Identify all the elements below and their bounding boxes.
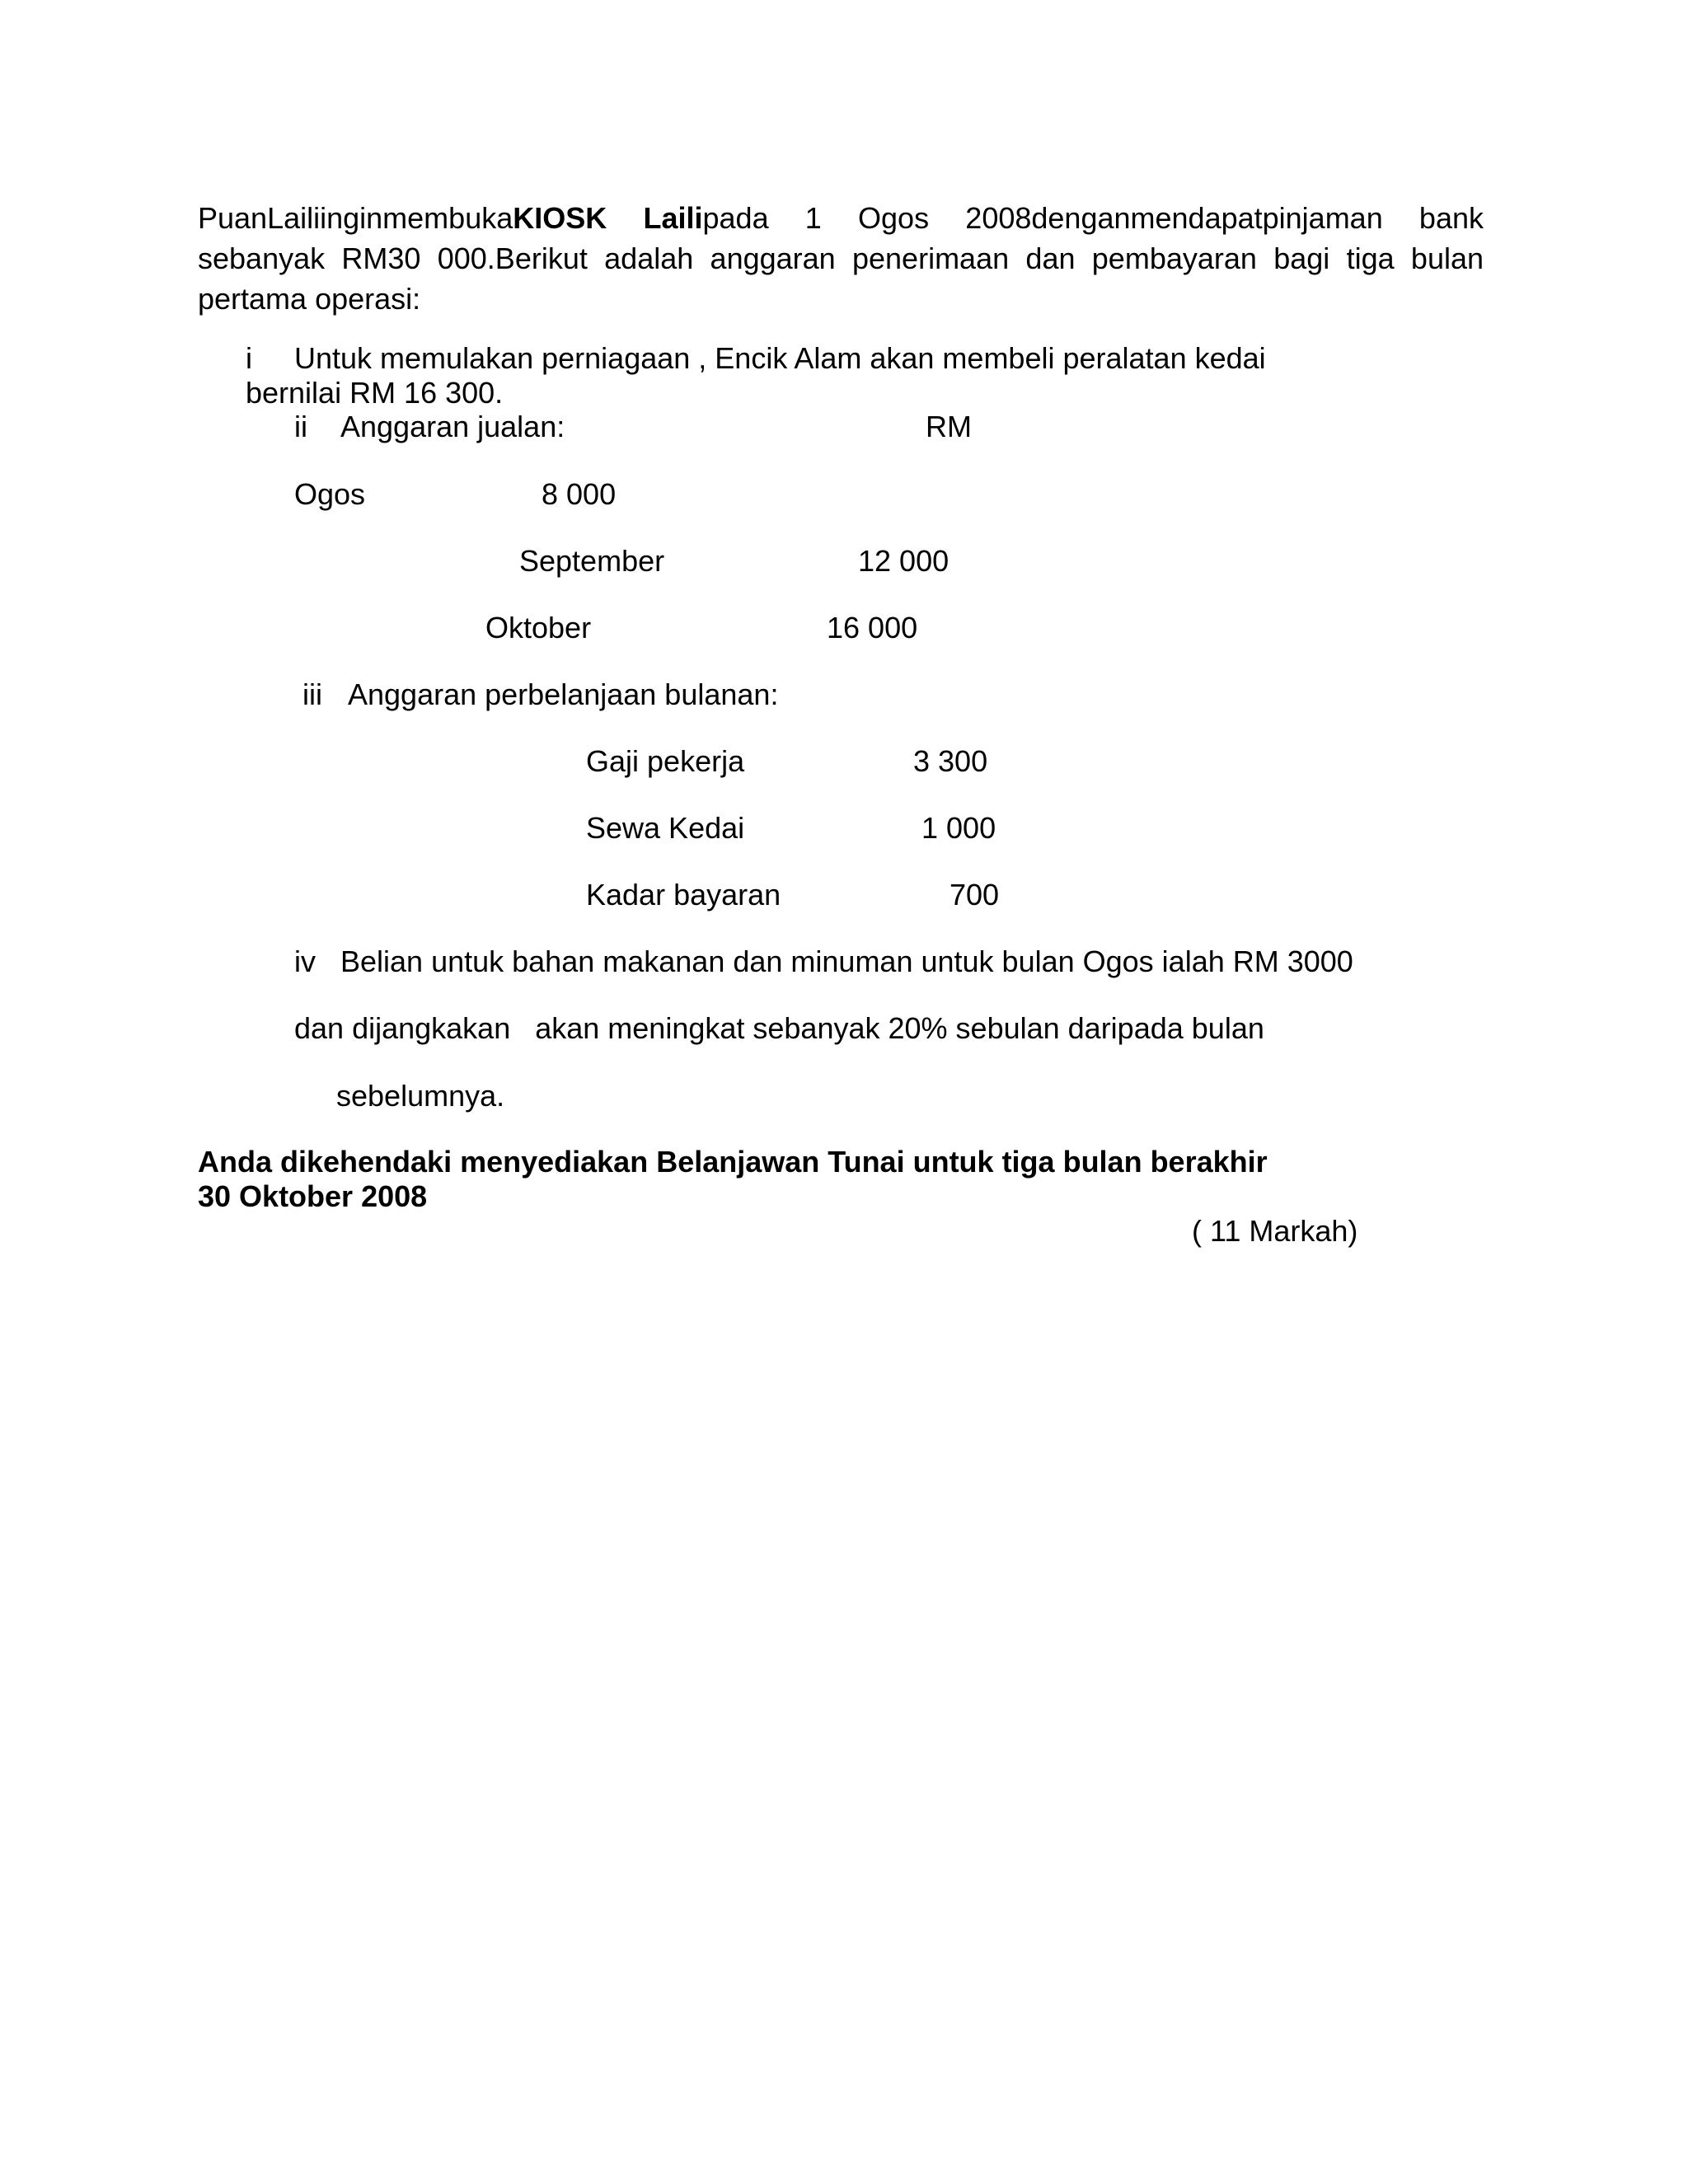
sales-amount-ogos: 8 000 [542,477,617,511]
item-iv-line-1: Belian untuk bahan makanan dan minuman untuk bulan Ogos ialah RM 3000 [340,944,1353,978]
sales-amount-september: 12 000 [858,544,950,578]
item-ii-numeral: ii [294,410,307,443]
item-ii-label: Anggaran jualan: [340,410,565,443]
intro-name: PuanLailiinginmembuka [198,201,513,235]
item-ii-unit: RM [926,410,972,443]
instruction-line-1: Anda dikehendaki menyediakan Belanjawan Tunai untuk tiga bulan berakhir [198,1145,1268,1179]
item-i-numeral: i [246,341,252,375]
item-iv-numeral: iv [294,944,316,978]
intro-line-2: sebanyak RM30 000.Berikut adalah anggaran penerimaan dan pembayaran bagi tiga bulan [198,241,1484,275]
kiosk-name: KIOSK Laili [513,201,703,235]
marks-label: ( 11 Markah) [1192,1214,1358,1248]
intro-line-1-rest: pada 1 Ogos 2008denganmendapatpinjaman bank [702,201,1484,235]
expense-name-kadar: Kadar bayaran [586,878,781,912]
item-i-text: Untuk memulakan perniagaan , Encik Alam akan membeli peralatan kedai [294,341,1266,375]
sales-month-oktober: Oktober [485,611,592,644]
item-iv-line-3: sebelumnya. [336,1079,505,1113]
item-iii-numeral: iii [302,677,322,711]
item-i-continuation: bernilai RM 16 300. [246,376,504,410]
expense-name-gaji: Gaji pekerja [586,744,745,778]
sales-month-ogos: Ogos [294,477,366,511]
intro-line-1 [198,198,1484,238]
intro-line-3: pertama operasi: [198,282,421,316]
instruction-line-2: 30 Oktober 2008 [198,1179,428,1213]
expense-amount-sewa: 1 000 [921,811,996,845]
item-iv-line-2: dan dijangkakan akan meningkat sebanyak 20% sebulan daripada bulan [294,1011,1264,1045]
expense-amount-gaji: 3 300 [913,744,988,778]
item-iii-label: Anggaran perbelanjaan bulanan: [348,677,779,711]
intro-paragraph [198,198,1484,319]
sales-amount-oktober: 16 000 [827,611,918,644]
expense-name-sewa: Sewa Kedai [586,811,745,845]
sales-month-september: September [519,544,665,578]
expense-amount-kadar: 700 [950,878,1000,912]
